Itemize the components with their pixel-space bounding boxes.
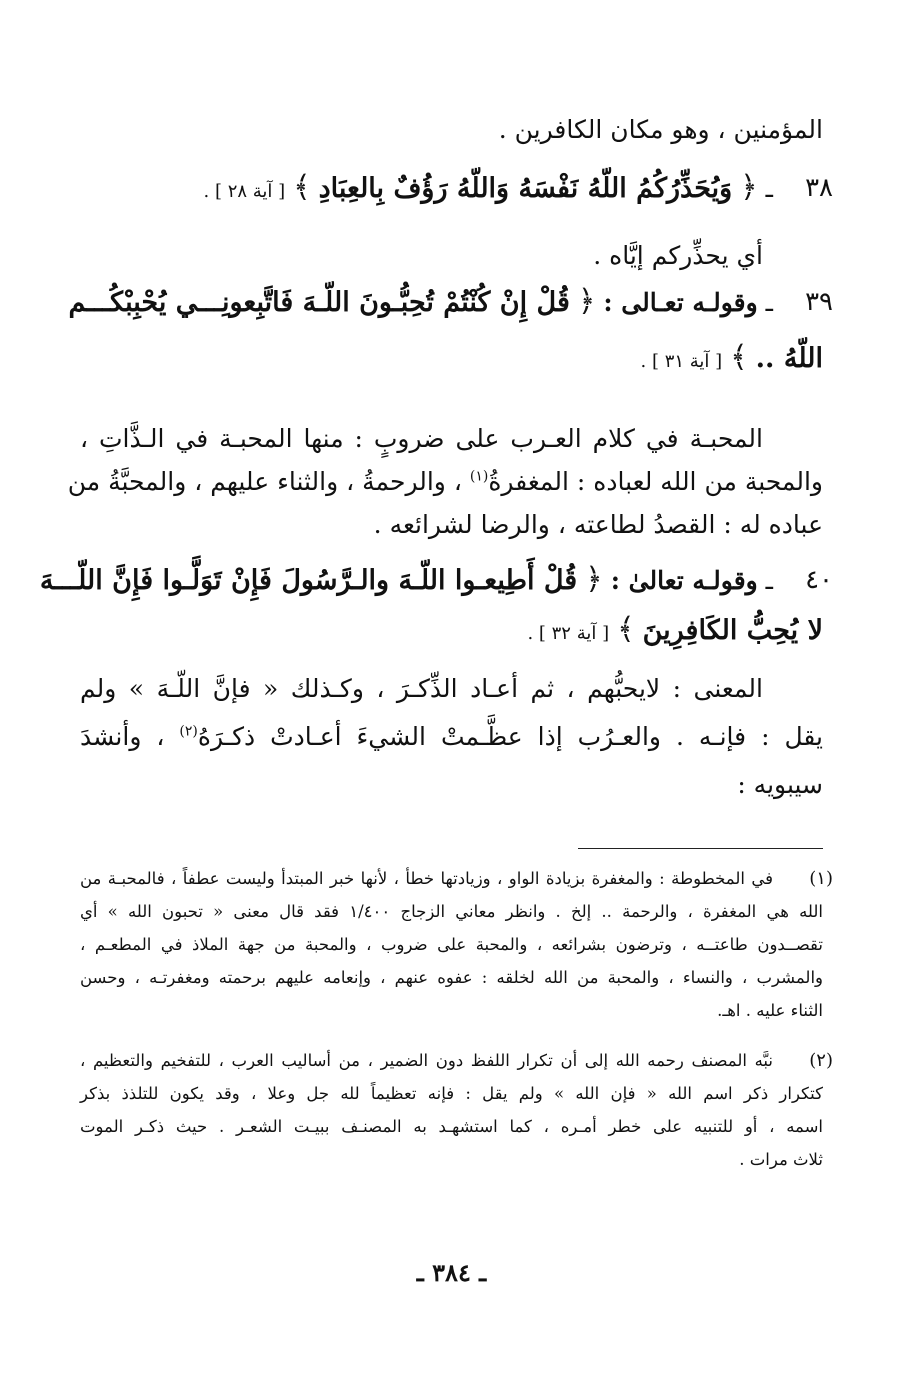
footnote-2-line-1: نبَّه المصنف رحمه الله إلى أن تكرار اللفظ دون الضمير ، من أساليب العرب ، للتفخيم والتعظيم ، xyxy=(80,1051,773,1070)
entry-39-lead: وقولـه تعـالى : xyxy=(603,288,758,317)
footnote-separator xyxy=(578,848,823,849)
quran-verse-40-part-1: قُلْ أَطِيعـوا اللّـهَ والـرَّسُولَ فَإِنْ تَوَلَّـوا فَإِنَّ اللّـــهَ xyxy=(39,565,578,596)
footnote-mark-2[interactable]: (٢) xyxy=(179,723,198,740)
footnote-2-line-4: ثلاث مرات . xyxy=(739,1150,823,1169)
entry-40-commentary-2: يقل : فإنـه . والعـرُب إذا عظَّـمتْ الشيءَ أعـادتْ ذكـرَهُ$^{(٢)}$ ، وأنشدَ xyxy=(80,722,823,751)
entry-number-40: ٤٠ xyxy=(805,565,833,595)
footnote-number-2: (٢) xyxy=(809,1050,833,1071)
entry-39-commentary-2: والمحبة من الله لعباده : المغفرةُ$^{(١)}$ ، والرحمةُ ، والثناء عليهم ، والمحبَّةُ من xyxy=(67,467,823,496)
quran-verse-38: وَيُحَذِّرُكُمُ اللّهُ نَفْسَهُ وَاللّهُ رَؤُفٌ بِالعِبَادِ xyxy=(318,173,733,204)
ornate-bracket-close-icon: ﴾ xyxy=(617,612,635,647)
quran-verse-39-part-2: اللّهُ .. xyxy=(755,343,823,374)
entry-dash: ـ xyxy=(765,174,773,203)
ornate-bracket-open-icon: ﴿ xyxy=(585,562,603,597)
footnote-1-line-2: الله هي المغفرة ، والرحمة .. إلخ . وانظر معاني الزجاج ١/٤٠٠ فقد قال معنى « تحبون الله » أي xyxy=(80,902,823,921)
entry-39-verse-line-2 xyxy=(80,340,823,380)
footnote-1-line-1: في المخطوطة : والمغفرة بزيادة الواو ، وزيادتها خطأ ، لأنها خبر المبتدأ وليست عطفاً ، فالمحبـة من xyxy=(80,869,773,888)
verse-reference-28: [ آية ٢٨ ] . xyxy=(203,181,286,202)
entry-39-commentary-3: عباده له : القصدُ لطاعته ، والرضا لشرائعه . xyxy=(373,510,823,539)
verse-reference-31: [ آية ٣١ ] . xyxy=(640,351,723,372)
footnote-mark-1[interactable]: (١) xyxy=(469,468,489,485)
entry-38-verse-line xyxy=(80,170,773,210)
entry-40-commentary-3: سيبويه : xyxy=(737,770,823,799)
entry-39-verse-line-1 xyxy=(68,284,773,321)
quran-verse-40-part-2: لا يُحِبُّ الكَافِرِينَ xyxy=(642,615,823,646)
ornate-bracket-open-icon: ﴿ xyxy=(740,170,758,205)
page-number: ـ ٣٨٤ ـ xyxy=(416,1258,487,1287)
entry-40-commentary-1: المعنى : لايحبُّهم ، ثم أعـاد الذِّكـرَ ، وكـذلك « فإنَّ اللّـهَ » ولم xyxy=(80,674,763,703)
quran-verse-39-part-1: قُلْ إِنْ كُنْتُمْ تُحِبُّـونَ اللّـهَ فَاتَّبِعونِـــي يُحْبِبْكُـــم xyxy=(68,287,570,318)
footnote-1-line-4: والمشرب ، والنساء ، والمحبة من الله لخلقه : عفوه عنهم ، وإنعامه عليهم برحمته ومغفرتـه ، وحسن xyxy=(80,968,823,987)
entry-dash: ـ xyxy=(765,288,773,317)
ornate-bracket-close-icon: ﴾ xyxy=(730,340,748,375)
footnote-1-line-5: الثناء عليه . اهـ. xyxy=(717,1001,823,1020)
entry-40-verse-line-2 xyxy=(80,612,823,652)
entry-40-lead: وقولـه تعالىٰ : xyxy=(610,566,758,595)
intro-line: المؤمنين ، وهو مكان الكافرين . xyxy=(498,115,823,144)
ornate-bracket-open-icon: ﴿ xyxy=(577,284,596,319)
entry-40-verse-line-1 xyxy=(39,562,773,599)
entry-number-38: ٣٨ xyxy=(805,173,833,203)
ornate-bracket-close-icon: ﴾ xyxy=(293,170,311,205)
footnote-2-line-2: كتكرار ذكر اسم الله « فإن الله » ولم يقل : فإنه تعظيماً لله جل وعلا ، وقد يكون للتلذذ بذكر xyxy=(80,1084,823,1103)
footnote-number-1: (١) xyxy=(809,868,833,889)
footnote-2-line-3: اسمه ، أو للتنبيه على خطر أمـره ، كما استشهـد به المصنـف ببيـت الشعـر . حيث ذكـر الموت xyxy=(80,1117,823,1136)
verse-reference-32: [ آية ٣٢ ] . xyxy=(527,623,610,644)
entry-dash: ـ xyxy=(765,566,773,595)
entry-38-commentary: أي يحذِّركم إيَّاه . xyxy=(593,241,763,270)
footnote-1-line-3: تقصــدون طاعتــه ، وترضون بشرائعه ، والمحبة على ضروب ، والمحبة من جهة الملاذ في المطعـم ، xyxy=(80,935,823,954)
entry-39-commentary-1: المحبـة في كلام العـرب على ضروبٍ : منها المحبـة في الـذَّاتِ ، xyxy=(80,424,763,453)
entry-number-39: ٣٩ xyxy=(805,287,833,317)
